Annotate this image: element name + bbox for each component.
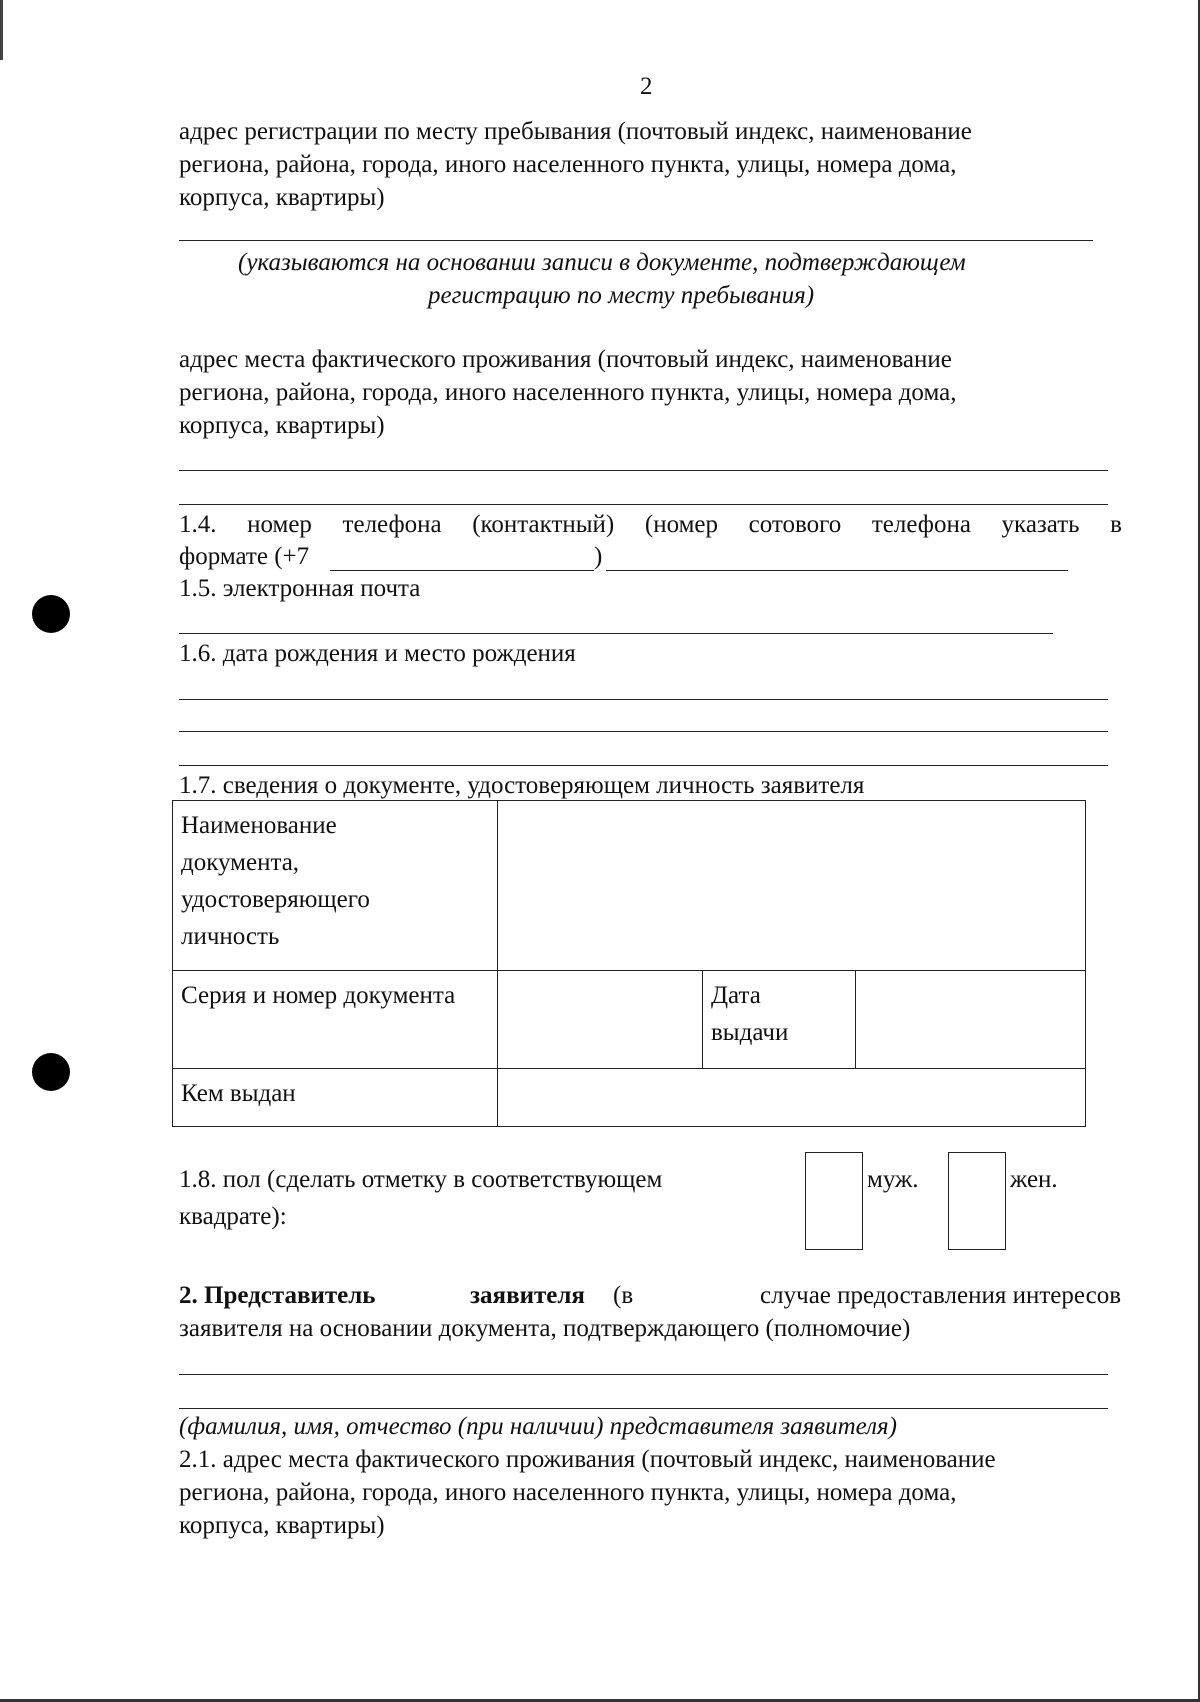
issued-by-label: Кем выдан — [181, 1080, 296, 1107]
actual-address-label: региона, района, города, иного населенного пункта, улицы, номера дома, — [179, 379, 957, 406]
series-number-value-cell[interactable] — [498, 971, 703, 1069]
doc-name-label: Наименование — [181, 812, 337, 839]
birth-label: 1.6. дата рождения и место рождения — [179, 640, 576, 667]
stay-address-label: корпуса, квартиры) — [179, 184, 385, 211]
birth-input-line[interactable] — [179, 765, 1108, 766]
issue-date-value-cell[interactable] — [856, 971, 1086, 1069]
section2-heading: заявителя — [470, 1282, 585, 1309]
section2-heading-text: (в — [613, 1282, 634, 1309]
representative-name-input-line[interactable] — [179, 1374, 1108, 1375]
section2-heading-text: случае предоставления интересов — [760, 1282, 1121, 1309]
birth-input-line[interactable] — [179, 731, 1108, 732]
actual-address-label: корпуса, квартиры) — [179, 412, 385, 439]
issued-by-label-cell — [173, 1069, 498, 1127]
representative-name-note: (фамилия, имя, отчество (при наличии) представителя заявителя) — [179, 1413, 898, 1440]
representative-name-input-line[interactable] — [179, 1408, 1108, 1409]
issue-date-label: выдачи — [711, 1019, 789, 1046]
binder-hole — [32, 595, 70, 633]
series-number-label-cell — [173, 971, 498, 1069]
representative-address-label: региона, района, города, иного населенного пункта, улицы, номера дома, — [179, 1479, 957, 1506]
issue-date-label-cell — [703, 971, 856, 1069]
birth-input-line[interactable] — [179, 699, 1108, 700]
page-edge — [0, 0, 3, 60]
actual-address-input-line[interactable] — [179, 470, 1108, 471]
gender-male-checkbox[interactable] — [805, 1152, 863, 1250]
gender-label: квадрате): — [179, 1203, 287, 1230]
phone-format-close: ) — [594, 543, 603, 570]
actual-address-input-line[interactable] — [179, 504, 1108, 505]
doc-name-label-cell — [173, 801, 498, 971]
doc-name-label: личность — [181, 923, 280, 950]
email-label: 1.5. электронная почта — [179, 575, 421, 602]
stay-address-input-line[interactable] — [179, 240, 1093, 241]
id-doc-table — [172, 800, 1086, 1127]
issue-date-label: Дата — [711, 982, 761, 1009]
doc-name-label: документа, — [181, 849, 300, 876]
gender-male-label: муж. — [867, 1166, 919, 1193]
gender-female-label: жен. — [1010, 1166, 1058, 1193]
representative-address-label: 2.1. адрес места фактического проживания (почтовый индекс, наименование — [179, 1446, 996, 1473]
binder-hole — [32, 1053, 70, 1091]
phone-number-input-line[interactable] — [606, 570, 1068, 571]
doc-name-value-cell[interactable] — [498, 801, 1086, 971]
gender-female-checkbox[interactable] — [948, 1152, 1006, 1250]
email-input-line[interactable] — [179, 633, 1053, 634]
issued-by-value-cell[interactable] — [498, 1069, 1086, 1127]
series-number-label: Серия и номер документа — [181, 982, 456, 1009]
section2-heading: 2. Представитель — [179, 1282, 376, 1309]
stay-address-label: адрес регистрации по месту пребывания (почтовый индекс, наименование — [179, 118, 972, 145]
gender-label: 1.8. пол (сделать отметку в соответствующем — [179, 1166, 663, 1193]
phone-label: 1.4. номер телефона (контактный) (номер сотового телефона указать в — [179, 511, 1122, 538]
stay-address-label: региона, района, города, иного населенного пункта, улицы, номера дома, — [179, 151, 957, 178]
section2-heading-text: заявителя на основании документа, подтверждающего (полномочие) — [179, 1315, 911, 1342]
stay-address-note: регистрацию по месту пребывания) — [428, 282, 815, 309]
phone-code-input-line[interactable] — [330, 570, 594, 571]
doc-name-label: удостоверяющего — [181, 886, 370, 913]
phone-format-prefix: формате (+7 — [179, 543, 310, 570]
id-doc-label: 1.7. сведения о документе, удостоверяющем личность заявителя — [179, 772, 865, 799]
page-number: 2 — [640, 73, 653, 100]
stay-address-note: (указываются на основании записи в документе, подтверждающем — [238, 249, 966, 276]
actual-address-label: адрес места фактического проживания (почтовый индекс, наименование — [179, 346, 952, 373]
representative-address-label: корпуса, квартиры) — [179, 1512, 385, 1539]
